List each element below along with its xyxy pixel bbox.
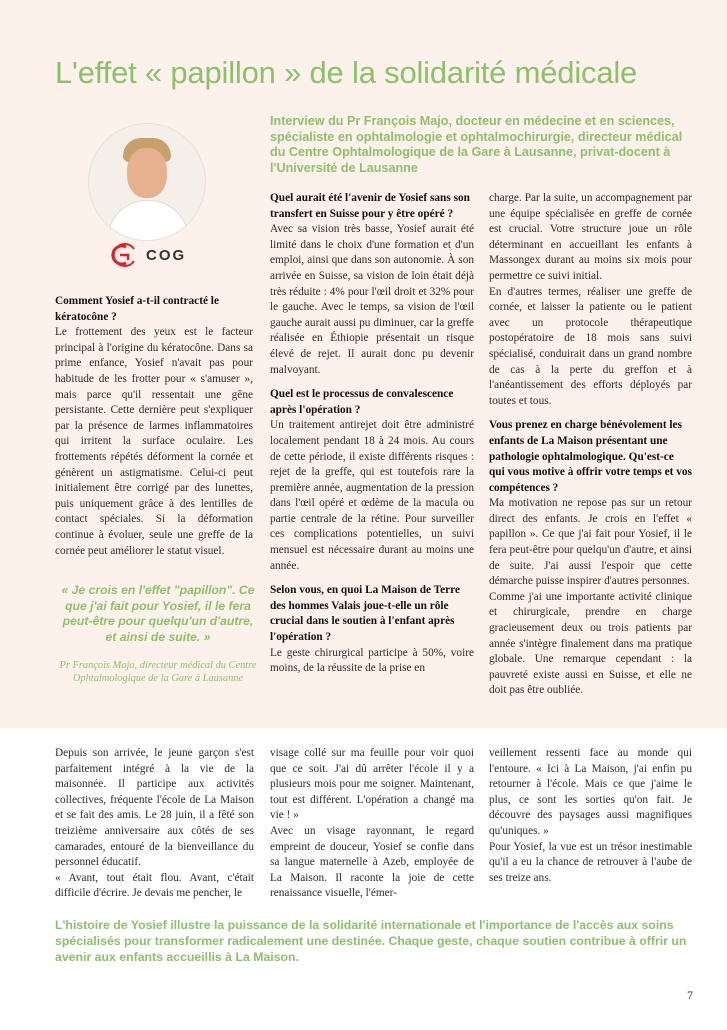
answer-paragraph: Un traitement antirejet doit être administré localement pendant 18 à 24 mois. Au cours de cette période, il existe différents risques : rejet de la greffe, qui est toutefois rare la première année, augmentation de la pression dans l'œil opéré et œdème de la macula ou partie centrale de la rétine. Pour surveiller ces complications potentielles, un suivi mensuel est nécessaire durant au moins une année. bbox=[270, 419, 474, 572]
story-paragraph: Avec un visage rayonnant, le regard empreint de douceur, Yosief se confie dans sa langue maternelle à Azeb, employée de La Maison. Il raconte la joie de cette renaissance visuelle, l'émer- bbox=[270, 824, 474, 900]
lower-column-1 bbox=[55, 746, 254, 902]
answer-paragraph: Le frottement des yeux est le facteur principal à l'origine du kératocône. Dans sa prime enfance, Yosief n'avait pas pour habitude de les frotter pour « s'amuser », mais parce qu'il ressentait une gêne persistante. Cette dernière peut s'expliquer par la présence de larmes inflammatoires qui irritent la surface oculaire. Les frottements répétés déforment la cornée et génèrent un astigmatisme. Celui-ci peut initialement être corrigé par des lunettes, puis uniquement grâce à des lentilles de contact spéciales. Si la déformation continue à évoluer, seule une greffe de la cornée peut améliorer le statut visuel. bbox=[55, 326, 253, 557]
logo-text: COG bbox=[146, 246, 187, 264]
answer-paragraph: Avec sa vision très basse, Yosief aurait été limité dans le choix d'une formation et d'un emploi, ainsi que dans son autonomie. À son arrivée en Suisse, sa vision de loin était déjà très réduite : 4% pour l'œil droit et 32% pour le gauche. Avec le temps, sa vision de l'œil gauche aurait aussi pu diminuer, car la greffe réalisée en Éthiopie présentait un risque élevé de rejet. Il aurait donc pu devenir malvoyant. bbox=[270, 223, 474, 376]
middle-column bbox=[270, 191, 474, 677]
interview-lead: Interview du Pr François Majo, docteur en médecine et en sciences, spécialiste en ophtalmologie et ophtalmochirurgie, directeur médical du Centre Ophtalmologique de la Gare à Lausanne, privat-docent à l'Université de Lausanne bbox=[270, 114, 683, 175]
cog-logo-icon bbox=[106, 243, 140, 267]
question-heading: Quel aurait été l'avenir de Yosief sans son transfert en Suisse pour y être opéré ? bbox=[270, 192, 470, 220]
cog-logo bbox=[106, 240, 186, 270]
story-paragraph: Depuis son arrivée, le jeune garçon s'est parfaitement intégré à la vie de la maisonnée. Il participe aux activités collectives, fréquente l'école de La Maison et se fait des amis. Le 28 juin, il a fêté son treizième anniversaire aux côtés de ses camarades, entouré de la bienveillance du personnel éducatif. bbox=[55, 747, 254, 869]
answer-paragraph: Ma motivation ne repose pas sur un retour direct des enfants. Je crois en l'effet « papillon ». Ce que j'ai fait pour Yosief, il le fera peut-être pour quelqu'un d'autre, et ainsi de suite. J'ai aussi l'espoir que cette démarche puisse inspirer d'autres personnes. bbox=[489, 497, 692, 588]
story-paragraph: Pour Yosief, la vue est un trésor inestimable qu'il a eu la chance de retrouver à l'aube de ses treize ans. bbox=[489, 840, 692, 884]
story-paragraph: « Avant, tout était flou. Avant, c'était difficile d'écrire. Je devais me pencher, le bbox=[55, 871, 254, 900]
answer-paragraph: En d'autres termes, réaliser une greffe de cornée, et laisser la patiente ou le patient avec un protocole thérapeutique postopératoire de 18 mois sans suivi spécialisé, conduirait dans un grand nombre de cas à la perte du greffon et à l'anéantissement des efforts déployés par toutes et tous. bbox=[489, 285, 692, 407]
closing-statement: L'histoire de Yosief illustre la puissance de la solidarité internationale et l'importance de l'accès aux soins spécialisés pour transformer radicalement une destinée. Chaque geste, chaque soutien contribue à offrir un avenir aux enfants accueillis à La Maison. bbox=[55, 918, 687, 964]
lower-column-2 bbox=[270, 746, 474, 902]
question-heading: Vous prenez en charge bénévolement les enfants de La Maison présentant une pathologie ophtalmologique. Qu'est-ce qui vous motive à offrir votre temps et vos compétences ? bbox=[489, 419, 692, 494]
page-number: 7 bbox=[687, 988, 693, 1002]
question-heading: Comment Yosief a-t-il contracté le kératocône ? bbox=[55, 295, 219, 323]
question-heading: Selon vous, en quoi La Maison de Terre des hommes Valais joue-t-elle un rôle crucial dans le soutien à l'enfant après l'opération ? bbox=[270, 584, 460, 644]
quote-signature: Pr François Majo, directeur médical du Centre Ophtalmologique de la Gare à Lausanne bbox=[59, 660, 257, 685]
right-column bbox=[489, 191, 692, 699]
page-title: L'effet « papillon » de la solidarité médicale bbox=[55, 55, 638, 90]
left-column bbox=[55, 294, 253, 559]
story-paragraph: visage collé sur ma feuille pour voir quoi que ce soit. J'ai dû arrêter l'école il y a plusieurs mois pour me soigner. Maintenant, tout est différent. L'opération a changé ma vie ! » bbox=[270, 747, 474, 822]
pull-quote: « Je crois en l'effet "papillon". Ce que j'ai fait pour Yosief, il le fera peut-être pour quelqu'un d'autre, et ainsi de suite. » bbox=[61, 583, 255, 644]
answer-paragraph: charge. Par la suite, un accompagnement par une équipe spécialisée en greffe de cornée est crucial. Votre structure joue un rôle déterminant en accueillant les enfants à Massongex durant au moins six mois pour permettre ce suivi initial. bbox=[489, 192, 692, 282]
answer-paragraph: Le geste chirurgical participe à 50%, voire moins, de la réussite de la prise en bbox=[270, 646, 474, 675]
story-paragraph: veillement ressenti face au monde qui l'entoure. « Ici à La Maison, j'ai enfin pu retourner à l'école. Mais ce que j'aime le plus, ce sont les sorties qu'on fait. Je découvre des paysages aussi magnifiques qu'uniques. » bbox=[489, 747, 692, 837]
answer-paragraph: Comme j'ai une importante activité clinique et chirurgicale, prendre en charge gracieusement deux ou trois patients par année s'intègre finalement dans ma pratique globale. Une remarque cependant : la pauvreté existe aussi en Suisse, et elle ne doit pas être oubliée. bbox=[489, 590, 692, 697]
lower-column-3 bbox=[489, 746, 692, 886]
portrait-photo bbox=[88, 123, 206, 241]
question-heading: Quel est le processus de convalescence après l'opération ? bbox=[270, 388, 454, 416]
